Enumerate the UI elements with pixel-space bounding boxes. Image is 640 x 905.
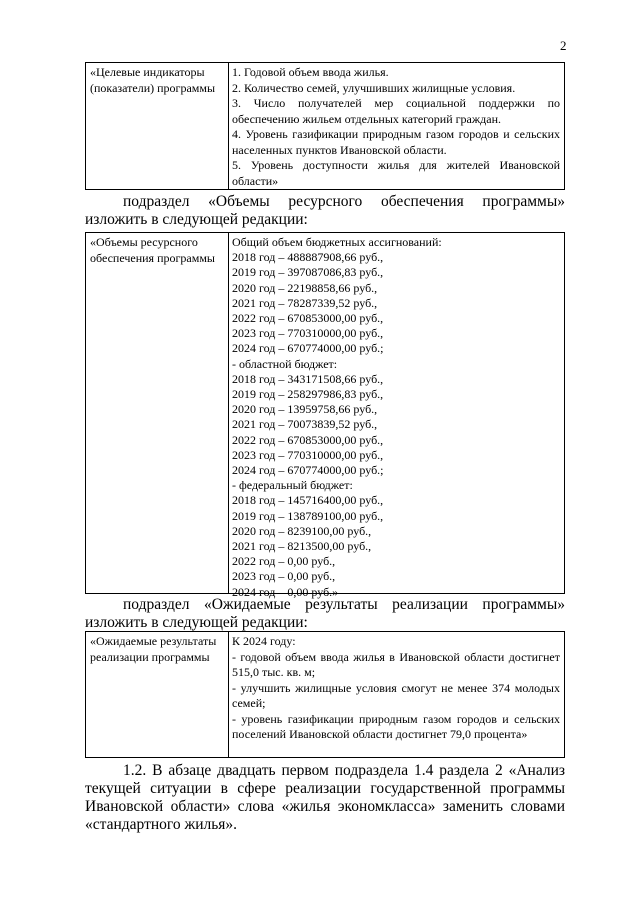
resource-line: 2023 год – 770310000,00 руб., [232, 326, 384, 341]
resource-provision-label: «Объемы ресурсного обеспечения программы [86, 233, 229, 593]
resource-line: 2022 год – 670853000,00 руб., [232, 432, 384, 447]
resource-line: 2018 год – 145716400,00 руб., [232, 493, 384, 508]
resource-line: 2021 год – 78287339,52 руб., [232, 295, 378, 310]
target-indicators-label: «Целевые индикаторы (показатели) программы [86, 63, 229, 189]
indicator-item: 5. Уровень доступности жилья для жителей Ивановской области» [232, 158, 560, 188]
resource-line: 2020 год – 22198858,66 руб., [232, 280, 378, 295]
resource-line: - федеральный бюджет: [232, 478, 353, 493]
page-number: 2 [560, 38, 567, 53]
resource-line: 2019 год – 258297986,83 руб., [232, 387, 384, 402]
expected-results-table [85, 631, 565, 758]
resource-line: - областной бюджет: [232, 356, 338, 371]
resource-line: 2021 год – 70073839,52 руб., [232, 417, 378, 432]
result-item: - уровень газификации природным газом городов и сельских поселений Ивановской области достигнет 79,0 процента» [232, 711, 560, 741]
resource-line: 2020 год – 8239100,00 руб., [232, 523, 372, 538]
paragraph-resource-intro: подраздел «Объемы ресурсного обеспечения программы» изложить в следующей редакции: [85, 193, 565, 228]
resource-line: 2019 год – 138789100,00 руб., [232, 508, 384, 523]
paragraph-results-intro: подраздел «Ожидаемые результаты реализации программы» изложить в следующей редакции: [85, 596, 565, 631]
resource-line: 2022 год – 0,00 руб., [232, 554, 336, 569]
result-item: - годовой объем ввода жилья в Ивановской области достигнет 515,0 тыс. кв. м; [232, 649, 560, 679]
indicator-item: 1. Годовой объем ввода жилья. [232, 65, 389, 79]
resource-provision-table [85, 232, 565, 599]
resource-line: 2020 год – 13959758,66 руб., [232, 402, 378, 417]
resource-line: 2024 год – 670774000,00 руб.; [232, 341, 384, 356]
target-indicators-list [229, 63, 564, 189]
resource-line: 2018 год – 488887908,66 руб., [232, 250, 384, 265]
resource-line: 2019 год – 397087086,83 руб., [232, 265, 384, 280]
target-indicators-table [85, 62, 565, 190]
resource-line: 2023 год – 770310000,00 руб., [232, 447, 384, 462]
resource-provision-list [229, 233, 564, 599]
indicator-item: 3. Число получателей мер социальной поддержки по обеспечению жильем отдельных категорий граждан. [232, 96, 560, 126]
resource-line: 2024 год – 670774000,00 руб.; [232, 463, 384, 478]
indicator-item: 4. Уровень газификации природным газом городов и сельских населенных пунктов Ивановской области. [232, 127, 560, 157]
result-item: К 2024 году: [232, 634, 296, 648]
indicator-item: 2. Количество семей, улучшивших жилищные условия. [232, 80, 516, 95]
expected-results-label: «Ожидаемые результаты реализации программы [86, 632, 229, 757]
result-item: - улучшить жилищные условия смогут не менее 374 молодых семей; [232, 680, 560, 710]
resource-line: 2024 год – 0,00 руб.» [232, 584, 339, 599]
resource-line: 2018 год – 343171508,66 руб., [232, 371, 384, 386]
paragraph-amendment-1-2: 1.2. В абзаце двадцать первом подраздела 1.4 раздела 2 «Анализ текущей ситуации в сфере реализации государственной программы Ивановской области» слова «жилья экономкласса» заменить словами «стандартного жилья». [85, 762, 565, 833]
resource-line: 2022 год – 670853000,00 руб., [232, 311, 384, 326]
resource-line: 2023 год – 0,00 руб., [232, 569, 336, 584]
resource-line: 2021 год – 8213500,00 руб., [232, 539, 372, 554]
expected-results-list [229, 632, 564, 757]
resource-line: Общий объем бюджетных ассигнований: [232, 235, 442, 249]
